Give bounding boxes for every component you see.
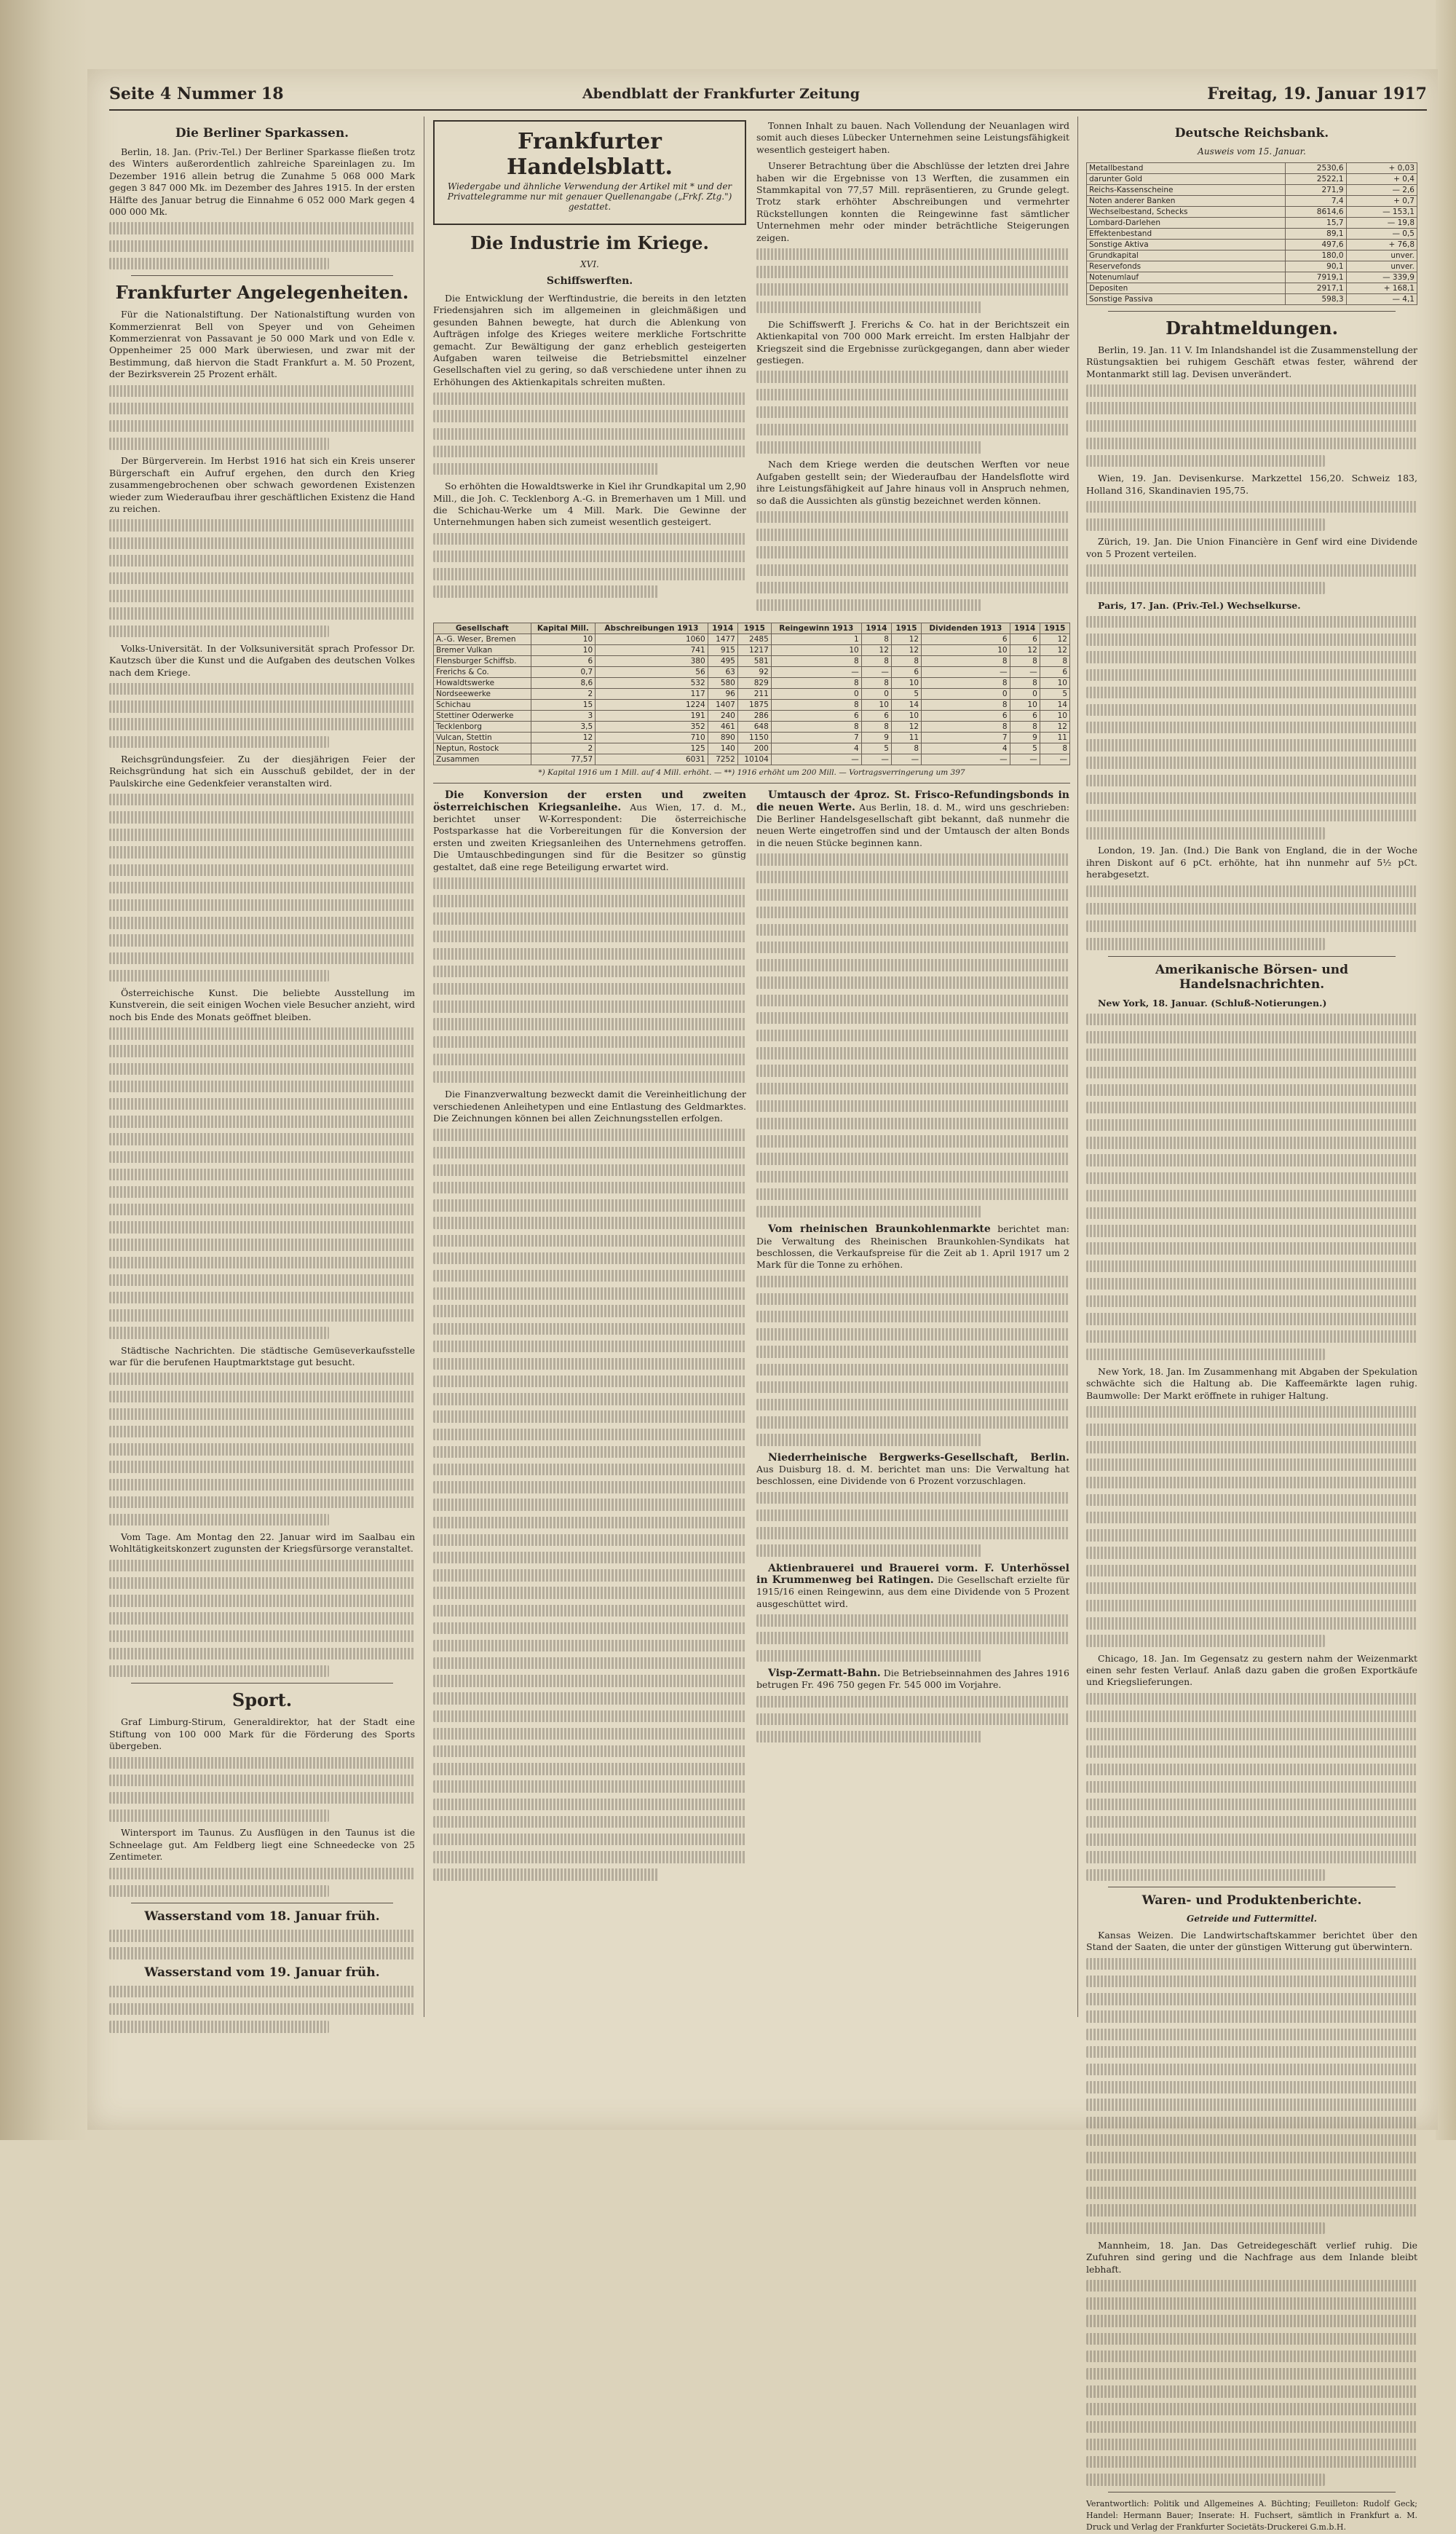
table-row bbox=[1087, 174, 1417, 185]
table-cell: — bbox=[1010, 667, 1040, 678]
table-cell: Howaldtswerke bbox=[434, 678, 531, 689]
table-cell: 8 bbox=[922, 722, 1010, 733]
table-cell: Grundkapital bbox=[1087, 250, 1286, 261]
table-cell: 1407 bbox=[708, 700, 737, 711]
masthead-box bbox=[433, 120, 746, 225]
table-cell: — bbox=[1040, 754, 1069, 765]
article-paragraph: Visp-Zermatt-Bahn. Die Betriebseinnahmen des Jahres 1916 betrugen Fr. 496 750 gegen Fr. 545 000 im Vorjahre. bbox=[756, 1667, 1069, 1691]
table-cell: Wechselbestand, Schecks bbox=[1087, 207, 1286, 218]
table-cell: 240 bbox=[708, 711, 737, 722]
table-cell: Tecklenborg bbox=[434, 722, 531, 733]
table-cell: 0 bbox=[922, 689, 1010, 700]
table-cell: 12 bbox=[891, 722, 921, 733]
section-title: Drahtmeldungen. bbox=[1166, 317, 1338, 339]
table-cell: 211 bbox=[737, 689, 771, 700]
table-cell: 14 bbox=[1040, 700, 1069, 711]
page-number: Seite 4 Nummer 18 bbox=[109, 84, 284, 103]
table-cell: 11 bbox=[1040, 733, 1069, 743]
table-cell: Flensburger Schiffsb. bbox=[434, 656, 531, 667]
table-row bbox=[434, 678, 1070, 689]
table-cell: 2522,1 bbox=[1285, 174, 1346, 185]
reichsbank-table bbox=[1086, 162, 1417, 305]
table-cell: 92 bbox=[737, 667, 771, 678]
table-cell: 1224 bbox=[596, 700, 708, 711]
issue-date: Freitag, 19. Januar 1917 bbox=[1207, 84, 1427, 103]
page-edge bbox=[1436, 0, 1456, 2140]
imprint: Verantwortlich: Politik und Allgemeines A. Büchting; Feuilleton: Rudolf Geck; Handel: Hermann Bauer; Inserate: H. Fuchsert, sämtlich in Frankfurt a. M. Druck und Verlag der Frankfurter Societäts-Druckerei G.m.b.H. bbox=[1086, 2498, 1417, 2533]
table-cell: 2917,1 bbox=[1285, 283, 1346, 294]
table-cell: 890 bbox=[708, 733, 737, 743]
table-cell: 8 bbox=[861, 722, 891, 733]
article-kicker: Die Konversion der ersten und zweiten österreichischen Kriegsanleihe. bbox=[433, 789, 746, 813]
table-cell: 14 bbox=[891, 700, 921, 711]
table-cell: 5 bbox=[1040, 689, 1069, 700]
table-cell: — 0,5 bbox=[1346, 229, 1417, 240]
table-row bbox=[1087, 163, 1417, 174]
table-cell: A.-G. Weser, Bremen bbox=[434, 634, 531, 645]
table-cell: 10104 bbox=[737, 754, 771, 765]
article-paragraph: Österreichische Kunst. Die beliebte Ausstellung im Kunstverein, die seit einigen Wochen viele Besucher anzieht, wird noch bis Ende des Monats geöffnet bleiben. bbox=[109, 987, 415, 1022]
table-cell: 8 bbox=[922, 678, 1010, 689]
masthead-subtitle: Wiedergabe und ähnliche Verwendung der Artikel mit * und der Privattelegramme nur mit genauer Quellenangabe („Frkf. Ztg.") gestattet. bbox=[447, 181, 732, 212]
table-header-cell: 1915 bbox=[737, 623, 771, 634]
table-cell: 9 bbox=[1010, 733, 1040, 743]
table-cell: 7,4 bbox=[1285, 196, 1346, 207]
table-cell: 10 bbox=[891, 678, 921, 689]
article-paragraph: Vom rheinischen Braunkohlenmarkte berichtet man: Die Verwaltung des Rheinischen Braunkohlen-Syndikats hat beschlossen, die Verkaufspreise für die Zeit ab 1. April 1917 um 2 Mark für die Tonne zu erhöhen. bbox=[756, 1223, 1069, 1271]
column-commerce bbox=[433, 120, 1070, 2013]
table-cell: 12 bbox=[1010, 645, 1040, 656]
table-cell: 8 bbox=[1040, 656, 1069, 667]
table-cell: Zusammen bbox=[434, 754, 531, 765]
shipyard-table bbox=[433, 623, 1070, 765]
table-cell: 63 bbox=[708, 667, 737, 678]
table-cell: 3,5 bbox=[531, 722, 596, 733]
table-cell: Schichau bbox=[434, 700, 531, 711]
table-row bbox=[1087, 207, 1417, 218]
table-cell: 12 bbox=[1040, 645, 1069, 656]
table-cell: 8 bbox=[771, 656, 861, 667]
table-cell: — bbox=[771, 667, 861, 678]
table-row bbox=[434, 743, 1070, 754]
table-row bbox=[434, 722, 1070, 733]
table-cell: Reservefonds bbox=[1087, 261, 1286, 272]
table-cell: 8 bbox=[771, 700, 861, 711]
table-header-cell: 1915 bbox=[1040, 623, 1069, 634]
table-cell: — 2,6 bbox=[1346, 185, 1417, 196]
table-cell: + 0,7 bbox=[1346, 196, 1417, 207]
article-paragraph: Chicago, 18. Jan. Im Gegensatz zu gestern nahm der Weizenmarkt einen sehr festen Verlauf. Anlaß dazu gaben die großen Exportkäufe und Kriegslieferungen. bbox=[1086, 1652, 1417, 1688]
table-cell: — 19,8 bbox=[1346, 218, 1417, 229]
table-cell: 10 bbox=[861, 700, 891, 711]
table-cell: 7 bbox=[771, 733, 861, 743]
article-paragraph: Unserer Betrachtung über die Abschlüsse der letzten drei Jahre haben wir die Ergebnisse von 13 Werften, die zusammen ein Stammkapital von 77,57 Mill. repräsentieren, zu Grunde gelegt. Trotz stark erhöhter Abschreibungen und vermehrter Rückstellungen konnten die Reingewinne fast sämtlicher Unternehmen mehr oder minder beträchtliche Steigerungen zeigen. bbox=[756, 160, 1069, 243]
table-cell: 598,3 bbox=[1285, 294, 1346, 305]
article-paragraph: Reichsgründungsfeier. Zu der diesjährigen Feier der Reichsgründung hat sich ein Ausschuß gebildet, der in der Paulskirche eine Gedenkfeier veranstalten wird. bbox=[109, 753, 415, 789]
table-cell: — 339,9 bbox=[1346, 272, 1417, 283]
table-footnote: *) Kapital 1916 um 1 Mill. auf 4 Mill. erhöht. — **) 1916 erhöht um 200 Mill. — Vortragsverringerung um 397 bbox=[538, 768, 965, 778]
table-cell: 1217 bbox=[737, 645, 771, 656]
table-cell: — bbox=[922, 667, 1010, 678]
table-cell: 8 bbox=[861, 634, 891, 645]
article-title: Die Industrie im Kriege. bbox=[470, 232, 709, 253]
table-cell: Metallbestand bbox=[1087, 163, 1286, 174]
article-paragraph: London, 19. Jan. (Ind.) Die Bank von England, die in der Woche ihren Diskont auf 6 pCt. erhöhte, hat ihn nunmehr auf 5½ pCt. herabgesetzt. bbox=[1086, 845, 1417, 880]
table-row bbox=[1087, 294, 1417, 305]
table-cell: Notenumlauf bbox=[1087, 272, 1286, 283]
table-row bbox=[434, 645, 1070, 656]
table-cell: 3 bbox=[531, 711, 596, 722]
table-cell: Bremer Vulkan bbox=[434, 645, 531, 656]
table-cell: Lombard-Darlehen bbox=[1087, 218, 1286, 229]
table-cell: 5 bbox=[891, 689, 921, 700]
table-row bbox=[1087, 283, 1417, 294]
table-cell: 8 bbox=[1010, 722, 1040, 733]
article-paragraph: Volks-Universität. In der Volksuniversität sprach Professor Dr. Kautzsch über die Kunst und die Aufgaben des deutschen Volkes nach dem Kriege. bbox=[109, 642, 415, 678]
table-header-cell: 1914 bbox=[708, 623, 737, 634]
article-paragraph: Mannheim, 18. Jan. Das Getreidegeschäft verlief ruhig. Die Zufuhren sind gering und die Nachfrage aus dem Inlande bleibt lebhaft. bbox=[1086, 2239, 1417, 2275]
table-cell: 1875 bbox=[737, 700, 771, 711]
table-cell: 6 bbox=[1040, 667, 1069, 678]
article-paragraph: Zürich, 19. Jan. Die Union Financière in Genf wird eine Dividende von 5 Prozent verteilen. bbox=[1086, 536, 1417, 559]
reichsbank-subtitle: Ausweis vom 15. Januar. bbox=[1198, 146, 1306, 157]
table-cell: 8 bbox=[1010, 656, 1040, 667]
table-cell: 2 bbox=[531, 743, 596, 754]
table-cell: 2 bbox=[531, 689, 596, 700]
article-paragraph: Tonnen Inhalt zu bauen. Nach Vollendung der Neuanlagen wird somit auch dieses Lübecker Unternehmen seine Leistungsfähigkeit wesentlich gesteigert haben. bbox=[756, 120, 1069, 155]
table-cell: 380 bbox=[596, 656, 708, 667]
article-kicker: Umtausch der 4proz. St. Frisco-Refundingsbonds in die neuen Werte. bbox=[756, 789, 1069, 813]
table-cell: 140 bbox=[708, 743, 737, 754]
table-header-cell: Abschreibungen 1913 bbox=[596, 623, 708, 634]
table-cell: 9 bbox=[861, 733, 891, 743]
table-cell: 11 bbox=[891, 733, 921, 743]
table-row bbox=[434, 667, 1070, 678]
table-cell: 741 bbox=[596, 645, 708, 656]
article-paragraph: New York, 18. Jan. Im Zusammenhang mit Abgaben der Spekulation schwächte sich die Haltung ab. Die Kaffeemärkte lagen ruhig. Baumwolle: Der Markt eröffnete in ruhiger Haltung. bbox=[1086, 1365, 1417, 1401]
table-cell: 6 bbox=[922, 711, 1010, 722]
table-cell: 829 bbox=[737, 678, 771, 689]
table-cell: + 168,1 bbox=[1346, 283, 1417, 294]
table-cell: 4 bbox=[771, 743, 861, 754]
table-header-cell: Gesellschaft bbox=[434, 623, 531, 634]
table-header-cell: Reingewinn 1913 bbox=[771, 623, 861, 634]
article-kicker: Aktienbrauerei und Brauerei vorm. F. Unterhössel in Krummenweg bei Ratingen. bbox=[756, 1562, 1069, 1586]
table-cell: Depositen bbox=[1087, 283, 1286, 294]
table-cell: 10 bbox=[531, 645, 596, 656]
table-cell: Frerichs & Co. bbox=[434, 667, 531, 678]
table-cell: 10 bbox=[1010, 700, 1040, 711]
table-cell: 497,6 bbox=[1285, 240, 1346, 250]
table-row bbox=[1087, 261, 1417, 272]
table-cell: 6 bbox=[1010, 634, 1040, 645]
table-cell: 495 bbox=[708, 656, 737, 667]
table-cell: 1150 bbox=[737, 733, 771, 743]
table-cell: — bbox=[1010, 754, 1040, 765]
table-cell: 77,57 bbox=[531, 754, 596, 765]
table-row bbox=[434, 634, 1070, 645]
table-cell: Vulcan, Stettin bbox=[434, 733, 531, 743]
table-cell: 12 bbox=[861, 645, 891, 656]
article-subtitle: Schiffswerften. bbox=[546, 275, 633, 287]
table-cell: + 0,4 bbox=[1346, 174, 1417, 185]
article-paragraph: Die Schiffswerft J. Frerichs & Co. hat in der Berichtszeit ein Aktienkapital von 700 000 Mark erreicht. Im ersten Halbjahr der Kriegszeit sind die Ergebnisse zurückgegangen, dann aber wieder gestiegen. bbox=[756, 318, 1069, 366]
table-header-cell: 1915 bbox=[891, 623, 921, 634]
table-cell: darunter Gold bbox=[1087, 174, 1286, 185]
table-cell: 8 bbox=[861, 656, 891, 667]
table-row bbox=[1087, 229, 1417, 240]
column-local-news bbox=[109, 120, 415, 2013]
table-cell: 2530,6 bbox=[1285, 163, 1346, 174]
table-cell: 0 bbox=[1010, 689, 1040, 700]
table-header-cell: Dividenden 1913 bbox=[922, 623, 1010, 634]
table-cell: — bbox=[922, 754, 1010, 765]
water-level-title: Wasserstand vom 19. Januar früh. bbox=[144, 1965, 380, 1980]
table-cell: 581 bbox=[737, 656, 771, 667]
article-paragraph: Berlin, 19. Jan. 11 V. Im Inlandshandel ist die Zusammenstellung der Rüstungsaktien bei ruhigem Geschäft etwas fester, während der Montanmarkt still lag. Devisen unverändert. bbox=[1086, 344, 1417, 379]
table-cell: 1 bbox=[771, 634, 861, 645]
table-cell: 8 bbox=[771, 722, 861, 733]
table-cell: 12 bbox=[1040, 722, 1069, 733]
table-cell: 10 bbox=[891, 711, 921, 722]
section-title: Waren- und Produktenberichte. bbox=[1142, 1893, 1362, 1909]
table-cell: 6 bbox=[771, 711, 861, 722]
table-row bbox=[434, 689, 1070, 700]
table-cell: 271,9 bbox=[1285, 185, 1346, 196]
table-cell: 8614,6 bbox=[1285, 207, 1346, 218]
table-cell: 8 bbox=[861, 678, 891, 689]
table-cell: 1477 bbox=[708, 634, 737, 645]
table-cell: unver. bbox=[1346, 261, 1417, 272]
article-paragraph: Niederrheinische Bergwerks-Gesellschaft, Berlin. Aus Duisburg 18. d. M. berichtet man uns: Die Verwaltung hat beschlossen, eine Dividende von 6 Prozent vorzuschlagen. bbox=[756, 1451, 1069, 1487]
table-cell: 12 bbox=[1040, 634, 1069, 645]
article-number: XVI. bbox=[580, 259, 599, 269]
table-cell: 7 bbox=[922, 733, 1010, 743]
article-kicker: Vom rheinischen Braunkohlenmarkte bbox=[768, 1223, 991, 1236]
table-cell: Sonstige Aktiva bbox=[1087, 240, 1286, 250]
table-cell: — bbox=[861, 754, 891, 765]
table-cell: — bbox=[861, 667, 891, 678]
reichsbank-title: Deutsche Reichsbank. bbox=[1174, 126, 1329, 141]
table-cell: 915 bbox=[708, 645, 737, 656]
table-cell: Reichs-Kassenscheine bbox=[1087, 185, 1286, 196]
table-cell: Effektenbestand bbox=[1087, 229, 1286, 240]
article-kicker: Niederrheinische Bergwerks-Gesellschaft, Berlin. bbox=[768, 1451, 1069, 1464]
table-cell: — bbox=[771, 754, 861, 765]
section-subtitle: Getreide und Futtermittel. bbox=[1187, 1914, 1317, 1925]
column-markets bbox=[1086, 120, 1417, 2533]
table-cell: 6 bbox=[1010, 711, 1040, 722]
table-cell: 8 bbox=[891, 743, 921, 754]
table-cell: Neptun, Rostock bbox=[434, 743, 531, 754]
table-row bbox=[434, 733, 1070, 743]
table-cell: 8,6 bbox=[531, 678, 596, 689]
table-cell: 12 bbox=[891, 634, 921, 645]
table-cell: 6 bbox=[891, 667, 921, 678]
table-cell: — 4,1 bbox=[1346, 294, 1417, 305]
section-title: Amerikanische Börsen- und Handelsnachrichten. bbox=[1155, 962, 1349, 992]
table-cell: 8 bbox=[891, 656, 921, 667]
article-paragraph: Umtausch der 4proz. St. Frisco-Refundingsbonds in die neuen Werte. Aus Berlin, 18. d. M., wird uns geschrieben: Die Berliner Handelsgesellschaft gibt bekannt, daß nunmehr die neuen Werte eingetroffen sind und der Umtausch der alten Bonds in die neuen Stücke beginnen kann. bbox=[756, 789, 1069, 848]
table-header-cell: Kapital Mill. bbox=[531, 623, 596, 634]
ny-quotes-label: New York, 18. Januar. (Schluß-Notierungen.) bbox=[1098, 997, 1327, 1009]
table-cell: 10 bbox=[922, 645, 1010, 656]
article-paragraph: Die Finanzverwaltung bezweckt damit die Vereinheitlichung der verschiedenen Anleihetypen und eine Entlastung des Geldmarktes. Die Zeichnungen können bei allen Zeichnungsstellen erfolgen. bbox=[433, 1089, 746, 1124]
table-cell: 90,1 bbox=[1285, 261, 1346, 272]
article-title: Die Berliner Sparkassen. bbox=[175, 126, 349, 141]
article-paragraph: Wintersport im Taunus. Zu Ausflügen in den Taunus ist die Schneelage gut. Am Feldberg liegt eine Schneedecke von 25 Zentimeter. bbox=[109, 1827, 415, 1863]
article-paragraph: Die Konversion der ersten und zweiten österreichischen Kriegsanleihe. Aus Wien, 17. d. M., berichtet unser W-Korrespondent: Die österreichische Postsparkasse hat die Vorbereitungen für die Konversion der ersten und zweiten Kriegsanleihen des Unternehmens getroffen. Die Umtauschbedingungen sind für die Besitzer so günstig gestaltet, daß eine rege Beteiligung erwartet wird. bbox=[433, 789, 746, 872]
table-cell: 532 bbox=[596, 678, 708, 689]
table-cell: 10 bbox=[531, 634, 596, 645]
column-divider bbox=[1077, 117, 1078, 2017]
article-paragraph: Berlin, 18. Jan. (Priv.-Tel.) Der Berliner Sparkasse fließen trotz des Winters außerordentlich zahlreiche Spareinlagen zu. Im Dezember 1916 allein betrug die Zunahme 5 068 000 Mark gegen 3 847 000 Mk. im Dezember des Jahres 1915. In der ersten Hälfte des Januar betrug die Einnahme 6 052 000 Mark gegen 4 000 000 Mk. bbox=[109, 146, 415, 218]
table-cell: 710 bbox=[596, 733, 708, 743]
table-cell: 0,7 bbox=[531, 667, 596, 678]
paris-rates-label: Paris, 17. Jan. (Priv.-Tel.) Wechselkurse. bbox=[1098, 599, 1301, 611]
article-paragraph: Vom Tage. Am Montag den 22. Januar wird im Saalbau ein Wohltätigkeitskonzert zugunsten der Kriegsfürsorge veranstaltet. bbox=[109, 1531, 415, 1555]
table-row bbox=[1087, 250, 1417, 261]
table-row bbox=[434, 656, 1070, 667]
table-cell: 200 bbox=[737, 743, 771, 754]
table-cell: Sonstige Passiva bbox=[1087, 294, 1286, 305]
table-row bbox=[1087, 240, 1417, 250]
table-cell: 8 bbox=[771, 678, 861, 689]
table-cell: 6 bbox=[861, 711, 891, 722]
table-cell: Nordseewerke bbox=[434, 689, 531, 700]
article-paragraph: Für die Nationalstiftung. Der Nationalstiftung wurden von Kommerzienrat Bell von Speyer und von Geheimen Kommerzienrat von Passavant je 50 000 Mark und von Edle v. Oppenheimer 25 000 Mark überwiesen, und zwar mit der Bestimmung, daß hiervon die Stadt Frankfurt a. M. 50 Prozent, der Bezirksverein 25 Prozent erhält. bbox=[109, 309, 415, 380]
table-cell: 2485 bbox=[737, 634, 771, 645]
table-header-cell: 1914 bbox=[1010, 623, 1040, 634]
table-cell: 0 bbox=[771, 689, 861, 700]
table-cell: 125 bbox=[596, 743, 708, 754]
table-row bbox=[1087, 196, 1417, 207]
article-paragraph: Städtische Nachrichten. Die städtische Gemüseverkaufsstelle war für die berufenen Hauptmarktstage gut besucht. bbox=[109, 1344, 415, 1367]
article-paragraph: Nach dem Kriege werden die deutschen Werften vor neue Aufgaben gestellt sein; der Wiederaufbau der Handelsflotte wird ihre Leistungsfähigkeit auf Jahre hinaus voll in Anspruch nehmen, so daß die Aussichten als günstig bezeichnet werden können. bbox=[756, 459, 1069, 506]
table-cell: Noten anderer Banken bbox=[1087, 196, 1286, 207]
table-cell: 8 bbox=[1010, 678, 1040, 689]
book-binding bbox=[0, 0, 87, 2140]
table-cell: 5 bbox=[861, 743, 891, 754]
table-cell: 56 bbox=[596, 667, 708, 678]
table-cell: 7252 bbox=[708, 754, 737, 765]
article-paragraph: Aktienbrauerei und Brauerei vorm. F. Unterhössel in Krummenweg bei Ratingen. Die Gesellschaft erzielte für 1915/16 einen Reingewinn, aus dem eine Dividende von 5 Prozent ausgeschüttet wird. bbox=[756, 1562, 1069, 1609]
table-row bbox=[434, 754, 1070, 765]
table-cell: 8 bbox=[922, 700, 1010, 711]
table-row bbox=[1087, 272, 1417, 283]
table-cell: 1060 bbox=[596, 634, 708, 645]
article-paragraph: So erhöhten die Howaldtswerke in Kiel ihr Grundkapital um 2,90 Mill., die Joh. C. Tecklenborg A.-G. in Bremerhaven um 1 Mill. und die Schichau-Werke um 4 Mill. Mark. Die Gewinne der Unternehmungen haben sich zumeist wesentlich gesteigert. bbox=[433, 481, 746, 528]
table-cell: 12 bbox=[891, 645, 921, 656]
table-cell: 352 bbox=[596, 722, 708, 733]
table-cell: Stettiner Oderwerke bbox=[434, 711, 531, 722]
table-cell: 5 bbox=[1010, 743, 1040, 754]
table-row bbox=[1087, 218, 1417, 229]
section-title: Sport. bbox=[232, 1689, 293, 1711]
article-kicker: Visp-Zermatt-Bahn. bbox=[768, 1667, 881, 1679]
article-paragraph: Graf Limburg-Stirum, Generaldirektor, hat der Stadt eine Stiftung von 100 000 Mark für die Förderung des Sports übergeben. bbox=[109, 1716, 415, 1752]
table-cell: 15 bbox=[531, 700, 596, 711]
table-cell: 580 bbox=[708, 678, 737, 689]
table-cell: unver. bbox=[1346, 250, 1417, 261]
table-cell: 6 bbox=[922, 634, 1010, 645]
table-cell: 117 bbox=[596, 689, 708, 700]
table-cell: 180,0 bbox=[1285, 250, 1346, 261]
water-level-title: Wasserstand vom 18. Januar früh. bbox=[144, 1909, 380, 1925]
table-cell: 12 bbox=[531, 733, 596, 743]
section-title: Frankfurter Angelegenheiten. bbox=[115, 282, 409, 304]
newspaper-title: Abendblatt der Frankfurter Zeitung bbox=[582, 86, 860, 102]
table-cell: + 0,03 bbox=[1346, 163, 1417, 174]
table-cell: — bbox=[891, 754, 921, 765]
article-paragraph: Wien, 19. Jan. Devisenkurse. Markzettel 156,20. Schweiz 183, Holland 316, Skandinavien 195,75. bbox=[1086, 473, 1417, 496]
table-cell: 6 bbox=[531, 656, 596, 667]
table-header-cell: 1914 bbox=[861, 623, 891, 634]
table-cell: 6031 bbox=[596, 754, 708, 765]
table-cell: 461 bbox=[708, 722, 737, 733]
article-paragraph: Kansas Weizen. Die Landwirtschaftskammer berichtet über den Stand der Saaten, die unter der günstigen Witterung gut überwintern. bbox=[1086, 1930, 1417, 1953]
table-cell: 4 bbox=[922, 743, 1010, 754]
table-cell: 286 bbox=[737, 711, 771, 722]
table-cell: 15,7 bbox=[1285, 218, 1346, 229]
article-paragraph: Die Entwicklung der Werftindustrie, die bereits in den letzten Friedensjahren sich im allgemeinen in gleichmäßigen und gesunden Bahnen bewegte, hat durch die Ablenkung von Aufträgen infolge des Krieges weitere merkliche Fortschritte gemacht. Zur Bewältigung der ganz erheblich gesteigerten Aufgaben waren teilweise die Betriebsmittel einzelner Gesellschaften viel zu gering, so daß verschiedene unter ihnen zu Erhöhungen des Aktienkapitals schreiten mußten. bbox=[433, 293, 746, 387]
table-row bbox=[434, 700, 1070, 711]
masthead-title: Frankfurter Handelsblatt. bbox=[507, 129, 673, 180]
page-header bbox=[109, 80, 1427, 111]
table-cell: 8 bbox=[1040, 743, 1069, 754]
table-cell: 648 bbox=[737, 722, 771, 733]
table-cell: 10 bbox=[1040, 678, 1069, 689]
table-cell: — 153,1 bbox=[1346, 207, 1417, 218]
table-cell: 191 bbox=[596, 711, 708, 722]
table-cell: 7919,1 bbox=[1285, 272, 1346, 283]
table-cell: 10 bbox=[1040, 711, 1069, 722]
table-row bbox=[1087, 185, 1417, 196]
table-cell: 8 bbox=[922, 656, 1010, 667]
table-cell: 96 bbox=[708, 689, 737, 700]
table-cell: 89,1 bbox=[1285, 229, 1346, 240]
article-paragraph: Der Bürgerverein. Im Herbst 1916 hat sich ein Kreis unserer Bürgerschaft ein Aufruf ergehen, den durch den Krieg zusammengebrochenen ober schwach gewordenen Existenzen wieder zum Wiederaufbau ihrer geschäftlichen Existenz die Hand zu reichen. bbox=[109, 455, 415, 515]
table-cell: 10 bbox=[771, 645, 861, 656]
table-cell: 0 bbox=[861, 689, 891, 700]
table-cell: + 76,8 bbox=[1346, 240, 1417, 250]
table-row bbox=[434, 711, 1070, 722]
